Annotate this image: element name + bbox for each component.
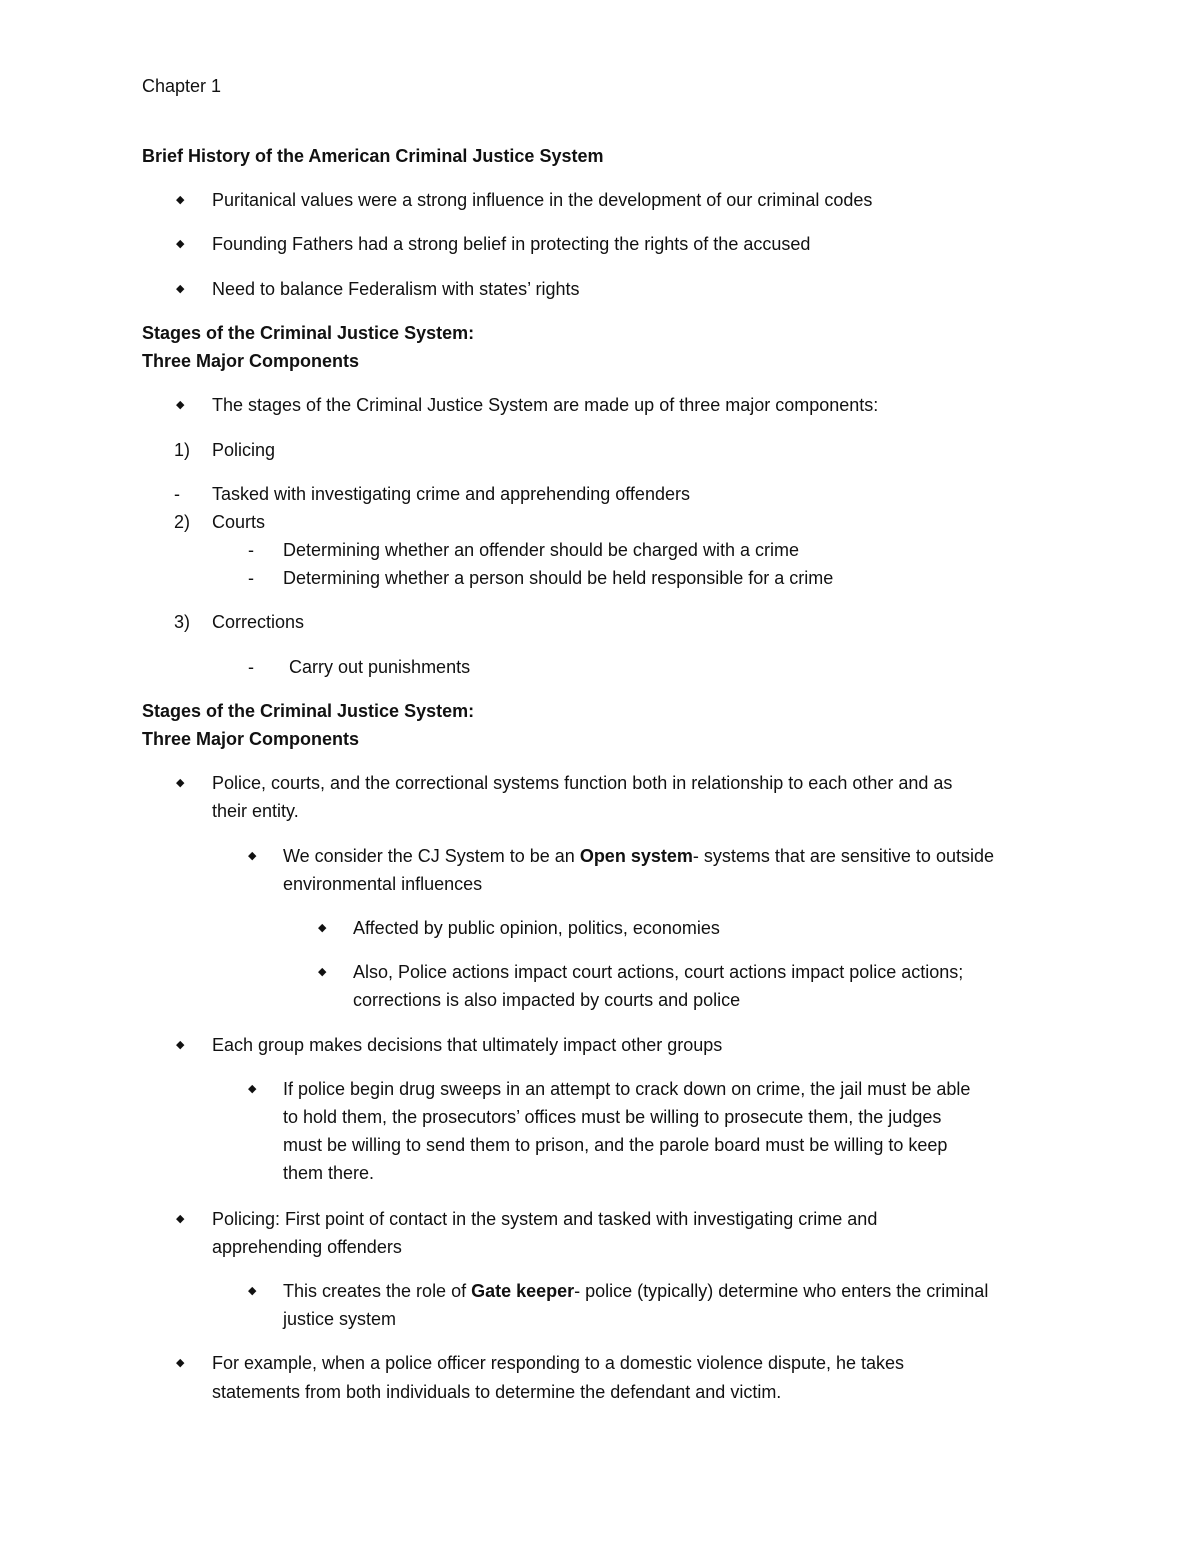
bullet-text: For example, when a police officer responding to a domestic violence dispute, he takes [212,1353,905,1373]
bullet-icon: ◆ [248,1285,257,1297]
bullet-text-continued: environmental influences [283,874,483,894]
bullet-text-continued: their entity. [212,801,299,821]
chapter-label: Chapter 1 [142,76,222,96]
section-heading-stages: Stages of the Criminal Justice System: [142,701,475,721]
bullet-text-continued: statements from both individuals to determine the defendant and victim. [212,1382,782,1402]
bullet-icon: ◆ [176,1357,185,1369]
text-run: This creates the role of [283,1281,472,1301]
dash-marker: - [248,568,254,588]
section-heading-stages: Stages of the Criminal Justice System: [142,323,475,343]
list-number: 1) [174,440,191,460]
bullet-icon: ◆ [248,850,257,862]
list-number: 2) [174,512,191,532]
list-item-label: Policing [212,440,276,460]
list-item-label: Corrections [212,612,305,632]
bullet-icon: ◆ [176,283,185,295]
bullet-text: Also, Police actions impact court actions, court actions impact police actions; [353,962,964,982]
text-run: We consider the CJ System to be an [283,846,580,866]
list-item-label: Courts [212,512,266,532]
section-subheading-components: Three Major Components [142,729,360,749]
dash-marker: - [248,540,254,560]
bullet-text-continued: apprehending offenders [212,1237,402,1257]
bullet-text: Policing: First point of contact in the system and tasked with investigating crime and [212,1209,878,1229]
bullet-text [283,844,994,868]
bullet-icon: ◆ [176,194,185,206]
bullet-icon: ◆ [248,1083,257,1095]
dash-marker: - [174,484,180,504]
bullet-text: Need to balance Federalism with states’ rights [212,279,580,299]
bullet-text: Affected by public opinion, politics, economies [353,918,720,938]
text-run: - systems that are sensitive to outside [692,846,994,866]
bullet-text: Puritanical values were a strong influence in the development of our criminal codes [212,190,873,210]
list-subitem: Determining whether an offender should be charged with a crime [283,540,799,560]
bullet-icon: ◆ [176,399,185,411]
bullet-icon: ◆ [318,922,327,934]
term-gate-keeper: Gate keeper [471,1281,575,1301]
term-open-system: Open system [579,846,693,866]
bullet-text-continued: corrections is also impacted by courts and police [353,990,741,1010]
list-subitem: Carry out punishments [289,657,471,677]
bullet-text: The stages of the Criminal Justice System are made up of three major components: [212,395,879,415]
bullet-text-continued: must be willing to send them to prison, and the parole board must be willing to keep [283,1135,948,1155]
bullet-icon: ◆ [176,777,185,789]
list-number: 3) [174,612,191,632]
bullet-text-continued: to hold them, the prosecutors’ offices must be willing to prosecute them, the judges [283,1107,942,1127]
dash-marker: - [248,657,254,677]
bullet-text: Police, courts, and the correctional systems function both in relationship to each other and as [212,773,953,793]
list-subitem: Tasked with investigating crime and apprehending offenders [212,484,690,504]
bullet-text-continued: justice system [283,1309,397,1329]
bullet-text: If police begin drug sweeps in an attempt to crack down on crime, the jail must be able [283,1079,971,1099]
section-heading-history: Brief History of the American Criminal Justice System [142,146,604,166]
bullet-icon: ◆ [176,238,185,250]
bullet-icon: ◆ [318,966,327,978]
text-run: - police (typically) determine who enters the criminal [574,1281,989,1301]
bullet-icon: ◆ [176,1039,185,1051]
bullet-text-continued: them there. [283,1163,375,1183]
bullet-text [283,1279,988,1303]
section-subheading-components: Three Major Components [142,351,360,371]
bullet-icon: ◆ [176,1213,185,1225]
bullet-text: Each group makes decisions that ultimately impact other groups [212,1035,723,1055]
bullet-text: Founding Fathers had a strong belief in protecting the rights of the accused [212,234,811,254]
list-subitem: Determining whether a person should be held responsible for a crime [283,568,834,588]
